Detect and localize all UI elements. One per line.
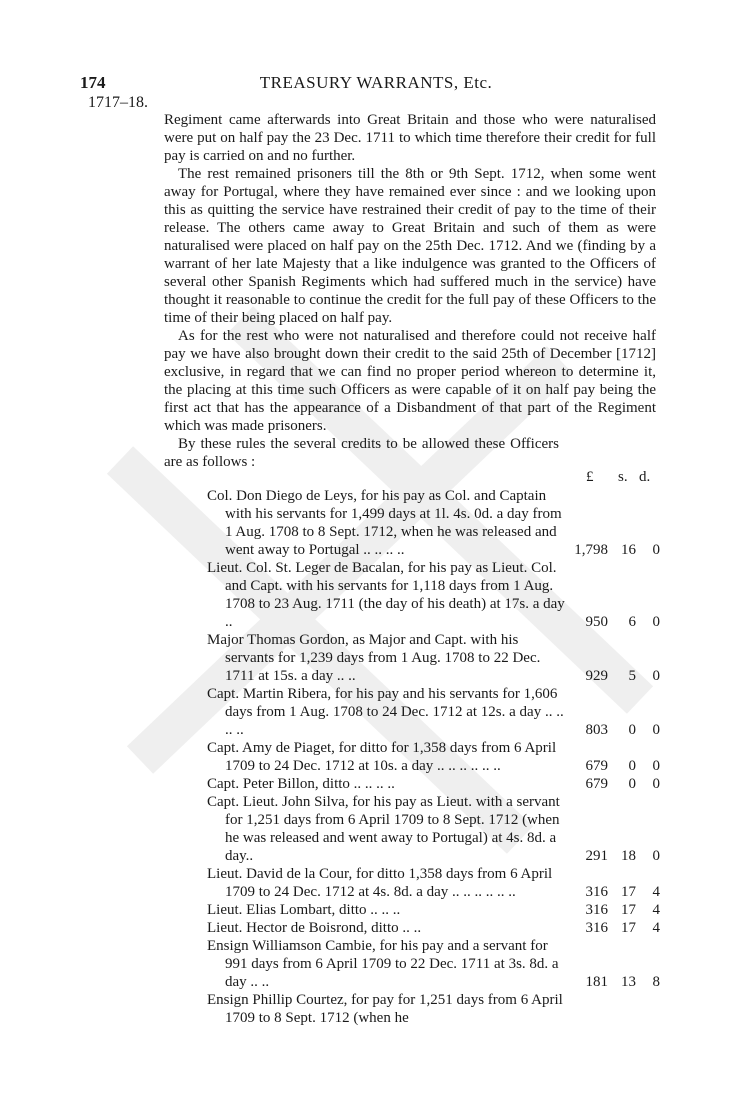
amount-shillings: 6	[628, 614, 636, 630]
entry-amount	[552, 667, 662, 685]
entry-description: Lieut. Col. St. Leger de Bacalan, for his pay as Lieut. Col. and Capt. with his servants for 1,118 days from 1 Aug. 1708 to 23 Aug. 1711 (the day of his death) at 17s. a day ..	[207, 560, 565, 630]
amount-pence: 0	[652, 848, 660, 864]
entry-description: Col. Don Diego de Leys, for his pay as Col. and Captain with his servants for 1,499 days at 1l. 4s. 0d. a day from 1 Aug. 1708 to 8 Sept. 1712, when he was released and went away to Portugal .. .. .. ..	[207, 488, 562, 558]
credit-entry	[207, 793, 662, 865]
entry-amount	[552, 541, 662, 559]
amount-pounds: 316	[585, 884, 608, 900]
amount-pounds: 291	[585, 848, 608, 864]
amount-pounds: 803	[585, 722, 608, 738]
credit-entry	[207, 937, 662, 991]
amount-pence: 8	[652, 974, 660, 990]
credit-entry	[207, 865, 662, 901]
paragraph: As for the rest who were not naturalised and therefore could not receive half pay we have also brought down their credit to the said 25th of December [1712] exclusive, in regard that we can find no proper period whereon to determine it, the placing at this time such Officers as were capable of it on half pay being the first act that has the appearance of a Disbandment of that part of the Regiment which was made prisoners.	[164, 328, 656, 434]
amount-pence: 0	[652, 776, 660, 792]
credit-entry	[207, 901, 662, 919]
amount-shillings: 17	[621, 884, 636, 900]
paragraph: The rest remained prisoners till the 8th or 9th Sept. 1712, when some went away for Portugal, where they have remained ever since : and we looking upon this as quitting the service have restrained their credit of pay to the time of their release. The others came away to Great Britain and such of them as were naturalised were placed on half pay on the 25th Dec. 1712. And we (finding by a warrant of her late Majesty that a like indulgence was granted to the Officers of several other Spanish Regiments which had suffered much in the service) have thought it reasonable to continue the credit for the full pay of these Officers to the time of their being placed on half pay.	[164, 166, 656, 326]
entry-amount	[552, 1009, 662, 1027]
amount-pence: 0	[652, 758, 660, 774]
entry-amount	[552, 883, 662, 901]
credit-entry	[207, 487, 662, 559]
amount-pence: 0	[652, 542, 660, 558]
credit-entry	[207, 919, 662, 937]
entry-description: Capt. Amy de Piaget, for ditto for 1,358 days from 6 April 1709 to 24 Dec. 1712 at 10s. a day .. .. .. .. .. ..	[207, 740, 557, 774]
entry-amount	[552, 613, 662, 631]
amount-pence: 0	[652, 614, 660, 630]
amount-shillings: 5	[628, 668, 636, 684]
credit-entries	[207, 487, 662, 1027]
amount-shillings: 16	[621, 542, 636, 558]
entry-description: Lieut. David de la Cour, for ditto 1,358 days from 6 April 1709 to 24 Dec. 1712 at 4s. 8d. a day .. .. .. .. .. ..	[207, 866, 553, 900]
entry-amount	[552, 757, 662, 775]
credit-entry	[207, 775, 662, 793]
amount-pounds: 181	[585, 974, 608, 990]
amount-shillings: 0	[628, 758, 636, 774]
amount-shillings: 13	[621, 974, 636, 990]
amount-shillings: 18	[621, 848, 636, 864]
amount-pence: 0	[652, 668, 660, 684]
paragraph: Regiment came afterwards into Great Britain and those who were naturalised were put on half pay the 23 Dec. 1711 to which time therefore their credit for full pay is carried on and no further.	[164, 112, 656, 164]
credit-entry	[207, 685, 662, 739]
credit-entry	[207, 559, 662, 631]
amount-pounds: 1,798	[574, 542, 608, 558]
pounds-heading: £	[586, 469, 594, 485]
entry-amount	[552, 901, 662, 919]
credit-entry	[207, 739, 662, 775]
entry-amount	[552, 919, 662, 937]
pence-heading: d.	[639, 469, 651, 485]
page-number: 174	[80, 73, 106, 92]
amount-shillings: 0	[628, 722, 636, 738]
amount-pounds: 316	[585, 902, 608, 918]
amount-pounds: 929	[585, 668, 608, 684]
intro-line: By these rules the several credits to be allowed these Officers are as follows :	[164, 436, 559, 470]
amount-shillings: 17	[621, 902, 636, 918]
amount-pounds: 679	[585, 776, 608, 792]
running-title: TREASURY WARRANTS, Etc.	[259, 73, 493, 92]
amount-pence: 4	[652, 884, 660, 900]
entry-amount	[552, 973, 662, 991]
amount-shillings: 0	[628, 776, 636, 792]
shillings-heading: s.	[618, 469, 628, 485]
amount-shillings: 17	[621, 920, 636, 936]
entry-amount	[552, 721, 662, 739]
entry-description: Lieut. Hector de Boisrond, ditto .. ..	[207, 920, 422, 936]
entry-description: Capt. Peter Billon, ditto .. .. .. ..	[207, 776, 395, 792]
entry-description: Ensign Williamson Cambie, for his pay and a servant for 991 days from 6 April 1709 to 22 Dec. 1711 at 3s. 8d. a day .. ..	[207, 938, 559, 990]
credit-entry	[207, 631, 662, 685]
entry-amount	[552, 775, 662, 793]
amount-pence: 0	[652, 722, 660, 738]
amount-pence: 4	[652, 920, 660, 936]
entry-description: Ensign Phillip Courtez, for pay for 1,251 days from 6 April 1709 to 8 Sept. 1712 (when he	[207, 992, 563, 1026]
credit-entry	[207, 991, 662, 1027]
amount-pence: 4	[652, 902, 660, 918]
entry-description: Capt. Martin Ribera, for his pay and his servants for 1,606 days from 1 Aug. 1708 to 24 Dec. 1712 at 12s. a day .. .. .. ..	[207, 686, 564, 738]
amount-pounds: 316	[585, 920, 608, 936]
body-text	[164, 111, 656, 471]
entry-description: Major Thomas Gordon, as Major and Capt. with his servants for 1,239 days from 1 Aug. 1708 to 22 Dec. 1711 at 15s. a day .. ..	[207, 632, 541, 684]
entry-description: Capt. Lieut. John Silva, for his pay as Lieut. with a servant for 1,251 days from 6 April 1709 to 8 Sept. 1712 (when he was released and went away to Portugal) at 4s. 8d. a day..	[207, 794, 560, 864]
page-header	[80, 73, 672, 95]
date-range: 1717–18.	[88, 94, 148, 111]
entry-description: Lieut. Elias Lombart, ditto .. .. ..	[207, 902, 401, 918]
amount-pounds: 950	[585, 614, 608, 630]
entry-amount	[552, 847, 662, 865]
amount-pounds: 679	[585, 758, 608, 774]
